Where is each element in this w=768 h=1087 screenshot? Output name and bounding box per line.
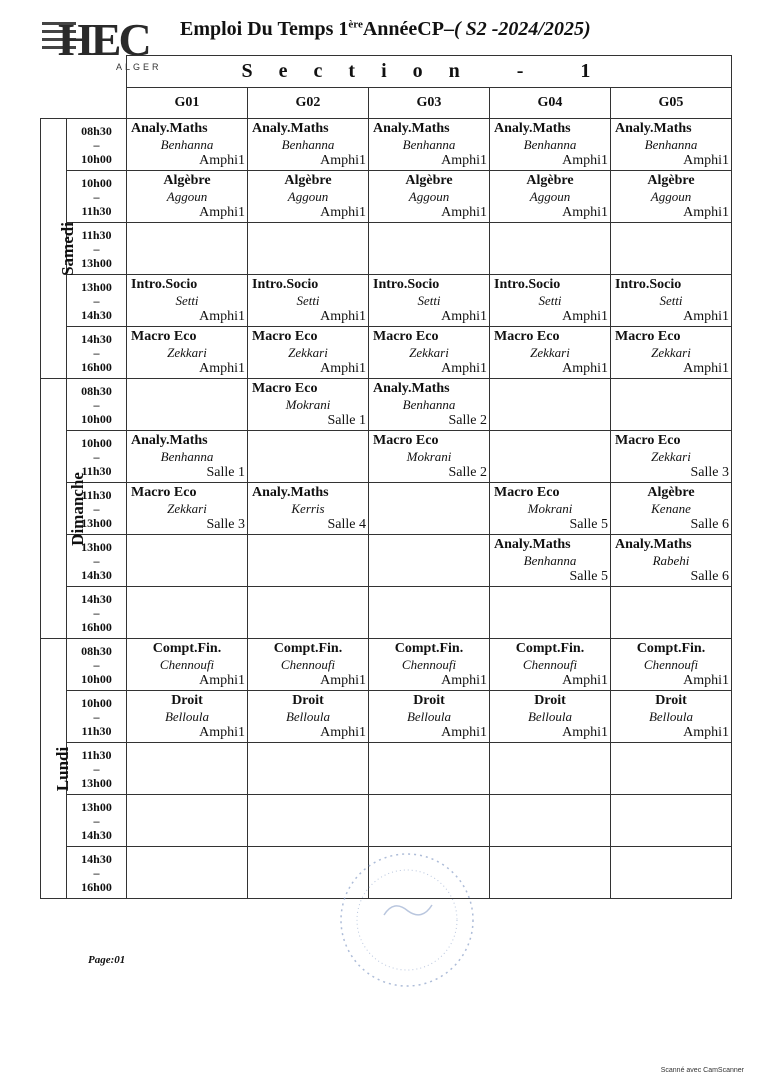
group-header: G03: [369, 88, 490, 119]
time-slot: 10h00 – 11h30: [67, 431, 127, 483]
timetable-cell: [611, 743, 732, 795]
course-name: Intro.Socio: [615, 277, 682, 292]
time-start: 10h00: [81, 175, 112, 190]
time-end: 16h00: [81, 879, 112, 894]
timetable-cell: [127, 691, 248, 743]
time-start: 10h00: [81, 435, 112, 450]
room-name: Amphi1: [441, 361, 487, 376]
room-name: Amphi1: [199, 361, 245, 376]
course-name: Macro Eco: [615, 329, 681, 344]
time-slot: 14h30 – 16h00: [67, 847, 127, 899]
group-header: G04: [490, 88, 611, 119]
time-slot: 10h00 – 11h30: [67, 171, 127, 223]
time-end: 14h30: [81, 827, 112, 842]
timetable-cell: [369, 587, 490, 639]
timetable-cell: [611, 275, 732, 327]
time-end: 10h00: [81, 151, 112, 166]
room-name: Amphi1: [320, 673, 366, 688]
time-slot: 14h30 – 16h00: [67, 587, 127, 639]
room-name: Amphi1: [441, 153, 487, 168]
professor-name: Mokrani: [285, 397, 331, 412]
course-name: Intro.Socio: [494, 277, 561, 292]
timetable-cell: [369, 691, 490, 743]
time-end: 11h30: [81, 723, 112, 738]
group-header-row: [41, 88, 732, 119]
time-end: 16h00: [81, 619, 112, 634]
timetable-cell: [248, 171, 369, 223]
timetable-cell: [127, 275, 248, 327]
slot-row: [41, 483, 732, 535]
timetable-cell: [369, 275, 490, 327]
professor-name: Aggoun: [408, 189, 450, 204]
day-name: Dimanche: [67, 471, 87, 546]
course-name: Algèbre: [647, 485, 695, 500]
timetable-cell: [248, 483, 369, 535]
timetable-cell: [127, 847, 248, 899]
course-name: Analy.Maths: [131, 121, 208, 136]
time-slot: 08h30 – 10h00: [67, 379, 127, 431]
timetable-cell: [611, 535, 732, 587]
slot-row: [41, 379, 732, 431]
time-end: 13h00: [81, 255, 112, 270]
room-name: Amphi1: [320, 725, 366, 740]
course-name: Analy.Maths: [494, 537, 571, 552]
slot-row: [41, 171, 732, 223]
course-name: Macro Eco: [373, 433, 439, 448]
timetable-cell: [248, 535, 369, 587]
course-name: Macro Eco: [494, 329, 560, 344]
timetable-cell: [127, 223, 248, 275]
page-title: Emploi Du Temps 1èreAnnéeCP–( S2 -2024/2025): [180, 18, 591, 40]
time-end: 11h30: [81, 203, 112, 218]
time-start: 11h30: [81, 227, 112, 242]
group-header: G01: [127, 88, 248, 119]
timetable-cell: [369, 327, 490, 379]
room-name: Salle 5: [569, 569, 608, 584]
day-label-cell: [41, 379, 87, 639]
time-slot: 13h00 – 14h30: [67, 535, 127, 587]
course-name: Algèbre: [405, 173, 453, 188]
time-start: 11h30: [81, 747, 112, 762]
room-name: Amphi1: [441, 205, 487, 220]
page-number: Page:01: [88, 954, 126, 966]
period: ( S2 -2024/2025): [453, 18, 591, 40]
course-name: Intro.Socio: [131, 277, 198, 292]
timetable-cell: [611, 483, 732, 535]
timetable-cell: [127, 587, 248, 639]
professor-name: Belloula: [285, 709, 331, 724]
professor-name: Aggoun: [287, 189, 329, 204]
room-name: Amphi1: [320, 361, 366, 376]
course-name: Analy.Maths: [252, 121, 329, 136]
timetable-cell: [248, 795, 369, 847]
course-name: Compt.Fin.: [636, 641, 706, 656]
room-name: Amphi1: [199, 205, 245, 220]
timetable-cell: [490, 587, 611, 639]
timetable-cell: [127, 743, 248, 795]
timetable-cell: [490, 847, 611, 899]
timetable-cell: [369, 431, 490, 483]
time-start: 14h30: [81, 331, 112, 346]
slot-row: [41, 275, 732, 327]
group-header: G02: [248, 88, 369, 119]
timetable-cell: [490, 327, 611, 379]
course-name: Analy.Maths: [494, 121, 571, 136]
room-name: Salle 3: [206, 517, 245, 532]
group-header: G05: [611, 88, 732, 119]
course-name: Algèbre: [526, 173, 574, 188]
room-name: Salle 6: [690, 569, 729, 584]
professor-name: Benhanna: [402, 397, 456, 412]
day-label-cell: [41, 639, 73, 899]
timetable-cell: [127, 431, 248, 483]
room-name: Salle 2: [448, 465, 487, 480]
course-name: Analy.Maths: [615, 537, 692, 552]
professor-name: Benhanna: [523, 137, 577, 152]
timetable-cell: [490, 535, 611, 587]
day-name: Samedi: [57, 221, 77, 276]
timetable-cell: [490, 483, 611, 535]
slot-row: [41, 223, 732, 275]
time-slot: 13h00 – 14h30: [67, 795, 127, 847]
time-end: 10h00: [81, 671, 112, 686]
time-slot: 08h30 – 10h00: [67, 639, 127, 691]
professor-name: Aggoun: [650, 189, 692, 204]
professor-name: Belloula: [406, 709, 452, 724]
timetable-cell: [490, 223, 611, 275]
timetable-cell: [127, 171, 248, 223]
course-name: Algèbre: [647, 173, 695, 188]
timetable-cell: [611, 119, 732, 171]
time-start: 14h30: [81, 851, 112, 866]
course-name: Algèbre: [284, 173, 332, 188]
time-slot: 11h30 – 13h00: [67, 223, 127, 275]
room-name: Salle 4: [327, 517, 366, 532]
timetable-cell: [248, 119, 369, 171]
scanner-watermark: Scanné avec CamScanner: [660, 1067, 744, 1074]
room-name: Salle 1: [327, 413, 366, 428]
timetable-cell: [490, 743, 611, 795]
professor-name: Setti: [538, 293, 562, 308]
course-name: Macro Eco: [131, 329, 197, 344]
timetable-cell: [611, 431, 732, 483]
timetable-cell: [369, 483, 490, 535]
time-start: 08h30: [81, 123, 112, 138]
timetable-cell: [248, 743, 369, 795]
course-name: Macro Eco: [373, 329, 439, 344]
professor-name: Chennoufi: [643, 657, 699, 672]
timetable-cell: [611, 171, 732, 223]
timetable-cell: [248, 431, 369, 483]
course-name: Droit: [413, 693, 445, 708]
professor-name: Kerris: [291, 501, 325, 516]
timetable-cell: [127, 795, 248, 847]
professor-name: Mokrani: [527, 501, 573, 516]
timetable-cell: [248, 587, 369, 639]
time-start: 13h00: [81, 799, 112, 814]
timetable-cell: [490, 379, 611, 431]
timetable-cell: [248, 639, 369, 691]
day-label-cell: [41, 119, 77, 379]
time-end: 14h30: [81, 567, 112, 582]
timetable-cell: [490, 795, 611, 847]
timetable-cell: [127, 483, 248, 535]
room-name: Amphi1: [562, 673, 608, 688]
course-name: Compt.Fin.: [515, 641, 585, 656]
time-slot: 11h30 – 13h00: [67, 483, 127, 535]
course-name: Analy.Maths: [131, 433, 208, 448]
slot-row: [41, 119, 732, 171]
timetable-cell: [490, 431, 611, 483]
timetable-cell: [369, 535, 490, 587]
course-name: Intro.Socio: [373, 277, 440, 292]
professor-name: Setti: [417, 293, 441, 308]
timetable-cell: [611, 223, 732, 275]
professor-name: Zekkari: [409, 345, 449, 360]
timetable-cell: [369, 743, 490, 795]
time-end: 10h00: [81, 411, 112, 426]
professor-name: Benhanna: [402, 137, 456, 152]
timetable-cell: [127, 639, 248, 691]
course-name: Macro Eco: [252, 329, 318, 344]
professor-name: Benhanna: [523, 553, 577, 568]
timetable-cell: [127, 119, 248, 171]
professor-name: Aggoun: [529, 189, 571, 204]
timetable-cell: [248, 379, 369, 431]
room-name: Amphi1: [441, 725, 487, 740]
room-name: Amphi1: [320, 153, 366, 168]
professor-name: Zekkari: [167, 501, 207, 516]
professor-name: Zekkari: [651, 449, 691, 464]
course-name: Macro Eco: [615, 433, 681, 448]
professor-name: Zekkari: [530, 345, 570, 360]
room-name: Amphi1: [683, 673, 729, 688]
time-slot: 10h00 – 11h30: [67, 691, 127, 743]
professor-name: Mokrani: [406, 449, 452, 464]
slot-row: [41, 743, 732, 795]
room-name: Amphi1: [562, 153, 608, 168]
room-name: Amphi1: [199, 673, 245, 688]
professor-name: Setti: [296, 293, 320, 308]
course-name: Compt.Fin.: [152, 641, 222, 656]
professor-name: Chennoufi: [280, 657, 336, 672]
time-start: 14h30: [81, 591, 112, 606]
course-name: Macro Eco: [252, 381, 318, 396]
time-end: 13h00: [81, 515, 112, 530]
room-name: Salle 6: [690, 517, 729, 532]
room-name: Amphi1: [562, 725, 608, 740]
timetable-cell: [369, 379, 490, 431]
timetable-cell: [611, 795, 732, 847]
room-name: Amphi1: [441, 309, 487, 324]
course-name: Intro.Socio: [252, 277, 319, 292]
professor-name: Benhanna: [281, 137, 335, 152]
official-stamp: [332, 845, 482, 995]
timetable-cell: [611, 587, 732, 639]
time-end: 16h00: [81, 359, 112, 374]
timetable-cell: [127, 379, 248, 431]
timetable-cell: [490, 275, 611, 327]
room-name: Amphi1: [320, 309, 366, 324]
professor-name: Benhanna: [644, 137, 698, 152]
professor-name: Setti: [175, 293, 199, 308]
room-name: Amphi1: [320, 205, 366, 220]
room-name: Amphi1: [441, 673, 487, 688]
room-name: Amphi1: [683, 361, 729, 376]
time-start: 11h30: [81, 487, 112, 502]
timetable-cell: [611, 379, 732, 431]
timetable-cell: [611, 639, 732, 691]
room-name: Salle 2: [448, 413, 487, 428]
timetable-cell: [369, 223, 490, 275]
professor-name: Rabehi: [652, 553, 690, 568]
timetable-cell: [248, 275, 369, 327]
slot-row: [41, 587, 732, 639]
timetable-cell: [248, 327, 369, 379]
professor-name: Belloula: [527, 709, 573, 724]
time-start: 08h30: [81, 383, 112, 398]
timetable-cell: [369, 119, 490, 171]
professor-name: Zekkari: [288, 345, 328, 360]
timetable-cell: [248, 223, 369, 275]
professor-name: Chennoufi: [401, 657, 457, 672]
room-name: Amphi1: [683, 205, 729, 220]
slot-row: [41, 639, 732, 691]
course-name: Analy.Maths: [615, 121, 692, 136]
slot-row: [41, 431, 732, 483]
room-name: Amphi1: [199, 153, 245, 168]
timetable-cell: [490, 691, 611, 743]
timetable-cell: [369, 171, 490, 223]
professor-name: Setti: [659, 293, 683, 308]
section-title: Section - 1: [127, 56, 732, 88]
timetable-cell: [490, 119, 611, 171]
room-name: Amphi1: [199, 309, 245, 324]
course-name: Analy.Maths: [252, 485, 329, 500]
timetable-cell: [369, 795, 490, 847]
professor-name: Belloula: [164, 709, 210, 724]
room-name: Amphi1: [683, 153, 729, 168]
professor-name: Belloula: [648, 709, 694, 724]
room-name: Salle 5: [569, 517, 608, 532]
time-slot: 13h00 – 14h30: [67, 275, 127, 327]
timetable: [40, 55, 732, 899]
professor-name: Chennoufi: [159, 657, 215, 672]
timetable-cell: [611, 327, 732, 379]
time-slot: 11h30 – 13h00: [67, 743, 127, 795]
time-start: 13h00: [81, 539, 112, 554]
time-end: 13h00: [81, 775, 112, 790]
course-name: Algèbre: [163, 173, 211, 188]
logo-subtext: ALGER: [116, 62, 162, 72]
course-name: Compt.Fin.: [273, 641, 343, 656]
course-name: Droit: [655, 693, 687, 708]
room-name: Amphi1: [562, 361, 608, 376]
time-end: 11h30: [81, 463, 112, 478]
course-name: Analy.Maths: [373, 121, 450, 136]
time-slot: 08h30 – 10h00: [67, 119, 127, 171]
professor-name: Zekkari: [167, 345, 207, 360]
timetable-cell: [611, 691, 732, 743]
course-name: Droit: [534, 693, 566, 708]
section-row: [41, 56, 732, 88]
timetable-cell: [611, 847, 732, 899]
timetable-cell: [127, 327, 248, 379]
room-name: Amphi1: [683, 309, 729, 324]
time-start: 13h00: [81, 279, 112, 294]
professor-name: Benhanna: [160, 137, 214, 152]
course-name: Macro Eco: [131, 485, 197, 500]
course-name: Droit: [171, 693, 203, 708]
day-name: Lundi: [53, 746, 73, 791]
room-name: Amphi1: [562, 205, 608, 220]
room-name: Amphi1: [199, 725, 245, 740]
time-start: 10h00: [81, 695, 112, 710]
timetable-cell: [369, 639, 490, 691]
time-end: 14h30: [81, 307, 112, 322]
professor-name: Benhanna: [160, 449, 214, 464]
timetable-cell: [248, 691, 369, 743]
room-name: Amphi1: [562, 309, 608, 324]
room-name: Amphi1: [683, 725, 729, 740]
room-name: Salle 1: [206, 465, 245, 480]
slot-row: [41, 535, 732, 587]
time-slot: 14h30 – 16h00: [67, 327, 127, 379]
logo-text: HEC: [58, 14, 149, 65]
timetable-cell: [490, 639, 611, 691]
course-name: Droit: [292, 693, 324, 708]
timetable-cell: [127, 535, 248, 587]
slot-row: [41, 795, 732, 847]
professor-name: Kenane: [651, 501, 691, 516]
time-start: 08h30: [81, 643, 112, 658]
course-name: Compt.Fin.: [394, 641, 464, 656]
timetable-cell: [490, 171, 611, 223]
professor-name: Chennoufi: [522, 657, 578, 672]
professor-name: Aggoun: [166, 189, 208, 204]
slot-row: [41, 327, 732, 379]
course-name: Analy.Maths: [373, 381, 450, 396]
professor-name: Zekkari: [651, 345, 691, 360]
room-name: Salle 3: [690, 465, 729, 480]
course-name: Macro Eco: [494, 485, 560, 500]
slot-row: [41, 691, 732, 743]
